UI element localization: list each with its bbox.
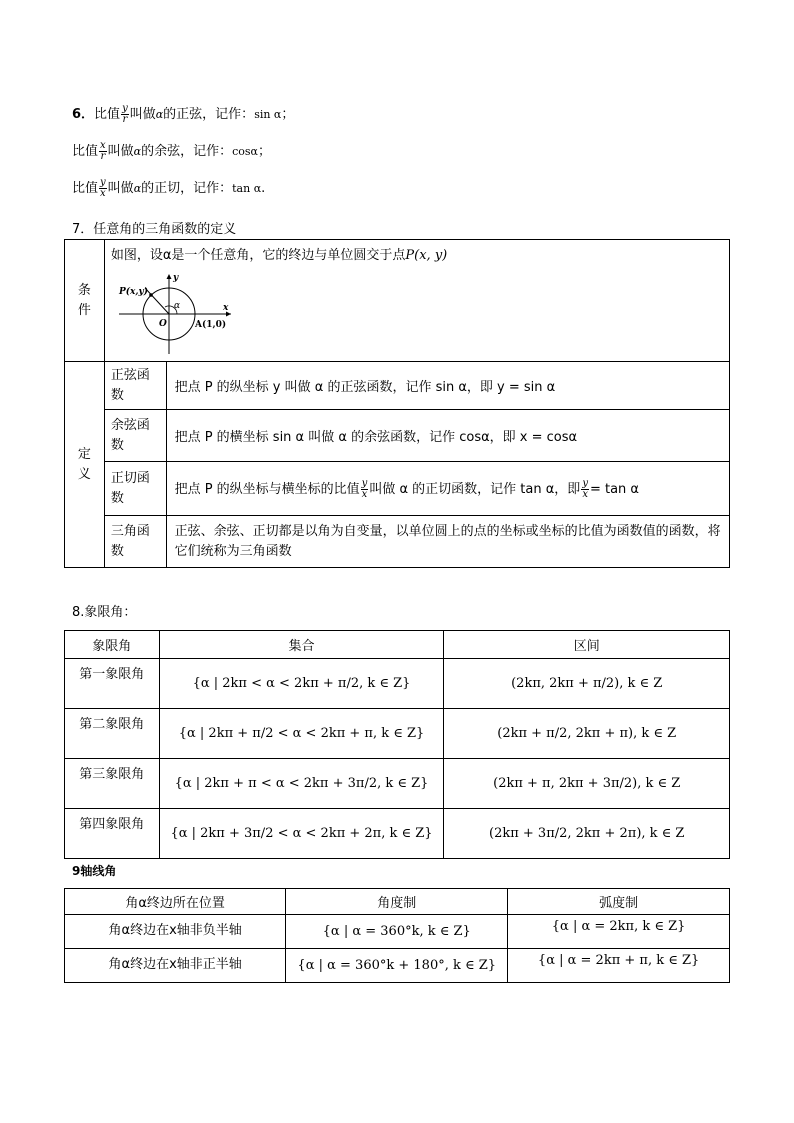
degree-expr: {α | α = 360°k + 180°, k ∈ Z} — [286, 949, 508, 983]
header-cell: 弧度制 — [508, 889, 730, 915]
header-cell: 角度制 — [286, 889, 508, 915]
row-name: 余弦函数 — [104, 410, 166, 462]
row-name: 三角函数 — [104, 516, 166, 568]
o-label: O — [158, 319, 167, 329]
row-name: 正切函数 — [104, 462, 166, 516]
s7-table — [64, 239, 730, 568]
set-expr: {α | 2kπ + π/2 < α < 2kπ + π, k ∈ Z} — [159, 709, 444, 759]
interval-expr: (2kπ, 2kπ + π/2), k ∈ Z — [444, 659, 730, 709]
quadrant-name: 第一象限角 — [65, 659, 160, 709]
alpha: α — [133, 182, 142, 195]
s9-table — [64, 888, 730, 983]
text: ； — [281, 107, 295, 122]
text: 叫做 α 的正切函数，记作 tan α，即 — [369, 481, 581, 497]
cond-label: 条件 — [77, 282, 91, 318]
text: 的正切，记作： — [141, 181, 233, 196]
set-expr: {α | 2kπ + π < α < 2kπ + 3π/2, k ∈ Z} — [159, 759, 444, 809]
text: 的余弦，记作： — [141, 144, 233, 159]
text: . — [261, 181, 266, 196]
text: = tan α — [589, 481, 639, 497]
text: 比值 — [72, 181, 99, 196]
text: ； — [257, 144, 271, 159]
text: 叫做 — [107, 144, 134, 159]
y-arrow-icon — [166, 274, 171, 279]
text: 把点 P 的纵坐标与横坐标的比值 — [174, 481, 360, 497]
s9-title: 9轴线角 — [72, 864, 117, 878]
fraction — [581, 479, 589, 500]
sin-notation: sin α — [254, 108, 282, 121]
fraction — [361, 479, 369, 500]
fraction — [99, 178, 107, 199]
interval-expr: (2kπ + 3π/2, 2kπ + 2π), k ∈ Z — [444, 809, 730, 859]
a-label: A(1,0) — [194, 320, 226, 330]
def-label: 定义 — [77, 446, 91, 482]
degree-expr: {α | α = 360°k, k ∈ Z} — [286, 915, 508, 949]
tan-notation: tan α — [232, 182, 262, 195]
frac-num: y — [100, 177, 106, 188]
cond-cell — [104, 240, 729, 362]
terminal-side — [145, 288, 169, 314]
s6-line2 — [72, 141, 271, 163]
radian-expr: {α | α = 2kπ, k ∈ Z} — [508, 915, 730, 949]
text: 比值 — [72, 144, 99, 159]
frac-num: y — [582, 477, 588, 489]
alpha: α — [133, 145, 142, 158]
alpha-label: α — [173, 301, 180, 311]
alpha: α — [155, 108, 164, 121]
text: 叫做 — [129, 107, 156, 122]
point-p — [149, 293, 153, 297]
text: 的正弦，记作： — [163, 107, 255, 122]
frac-den: x — [100, 188, 106, 199]
fraction — [99, 141, 107, 162]
interval-expr: (2kπ + π, 2kπ + 3π/2), k ∈ Z — [444, 759, 730, 809]
position-cell: 角α终边在x轴非正半轴 — [65, 949, 286, 983]
s8-title: 8.象限角： — [72, 605, 137, 620]
text: 叫做 — [107, 181, 134, 196]
s8-table — [64, 630, 730, 859]
row-text: 把点 P 的横坐标 sin α 叫做 α 的余弦函数，记作 cosα，即 x = cosα — [166, 410, 729, 462]
x-label: x — [222, 303, 229, 313]
cos-notation: cosα — [232, 145, 258, 158]
p-label: P(x,y) — [118, 287, 148, 297]
frac-den: x — [582, 488, 588, 500]
frac-den: r — [122, 114, 128, 125]
s6-line1 — [72, 104, 294, 126]
header-cell: 象限角 — [65, 631, 160, 659]
quadrant-name: 第四象限角 — [65, 809, 160, 859]
row-text — [166, 462, 729, 516]
text: 比值 — [94, 107, 121, 122]
fraction — [121, 104, 129, 125]
frac-den: x — [361, 488, 368, 500]
radian-expr: {α | α = 2kπ + π, k ∈ Z} — [508, 949, 730, 983]
cond-point: P(x, y) — [405, 248, 448, 263]
frac-num: x — [100, 140, 106, 151]
def-label-cell — [65, 362, 105, 568]
cond-label-cell — [65, 240, 105, 362]
row-name: 正弦函数 — [104, 362, 166, 410]
quadrant-name: 第二象限角 — [65, 709, 160, 759]
frac-num: y — [122, 103, 128, 114]
position-cell: 角α终边在x轴非负半轴 — [65, 915, 286, 949]
header-cell: 集合 — [159, 631, 444, 659]
row-text: 正弦、余弦、正切都是以角为自变量，以单位圆上的点的坐标或坐标的比值为函数值的函数，将它们统称为三角函数 — [166, 516, 729, 568]
unit-circle-diagram — [115, 266, 235, 354]
s6-number: 6． — [72, 107, 95, 122]
row-text: 把点 P 的纵坐标 y 叫做 α 的正弦函数，记作 sin α，即 y = sin α — [166, 362, 729, 410]
s7-title: 7．任意角的三角函数的定义 — [72, 222, 237, 237]
quadrant-name: 第三象限角 — [65, 759, 160, 809]
header-cell: 角α终边所在位置 — [65, 889, 286, 915]
s6-line3 — [72, 178, 265, 200]
frac-den: r — [100, 151, 106, 162]
header-cell: 区间 — [444, 631, 730, 659]
set-expr: {α | 2kπ < α < 2kπ + π/2, k ∈ Z} — [159, 659, 444, 709]
set-expr: {α | 2kπ + 3π/2 < α < 2kπ + 2π, k ∈ Z} — [159, 809, 444, 859]
interval-expr: (2kπ + π/2, 2kπ + π), k ∈ Z — [444, 709, 730, 759]
y-label: y — [172, 273, 179, 283]
cond-text: 如图，设α是一个任意角，它的终边与单位圆交于点 — [110, 248, 406, 263]
frac-num: y — [361, 477, 368, 489]
cond-text-line — [111, 246, 723, 266]
